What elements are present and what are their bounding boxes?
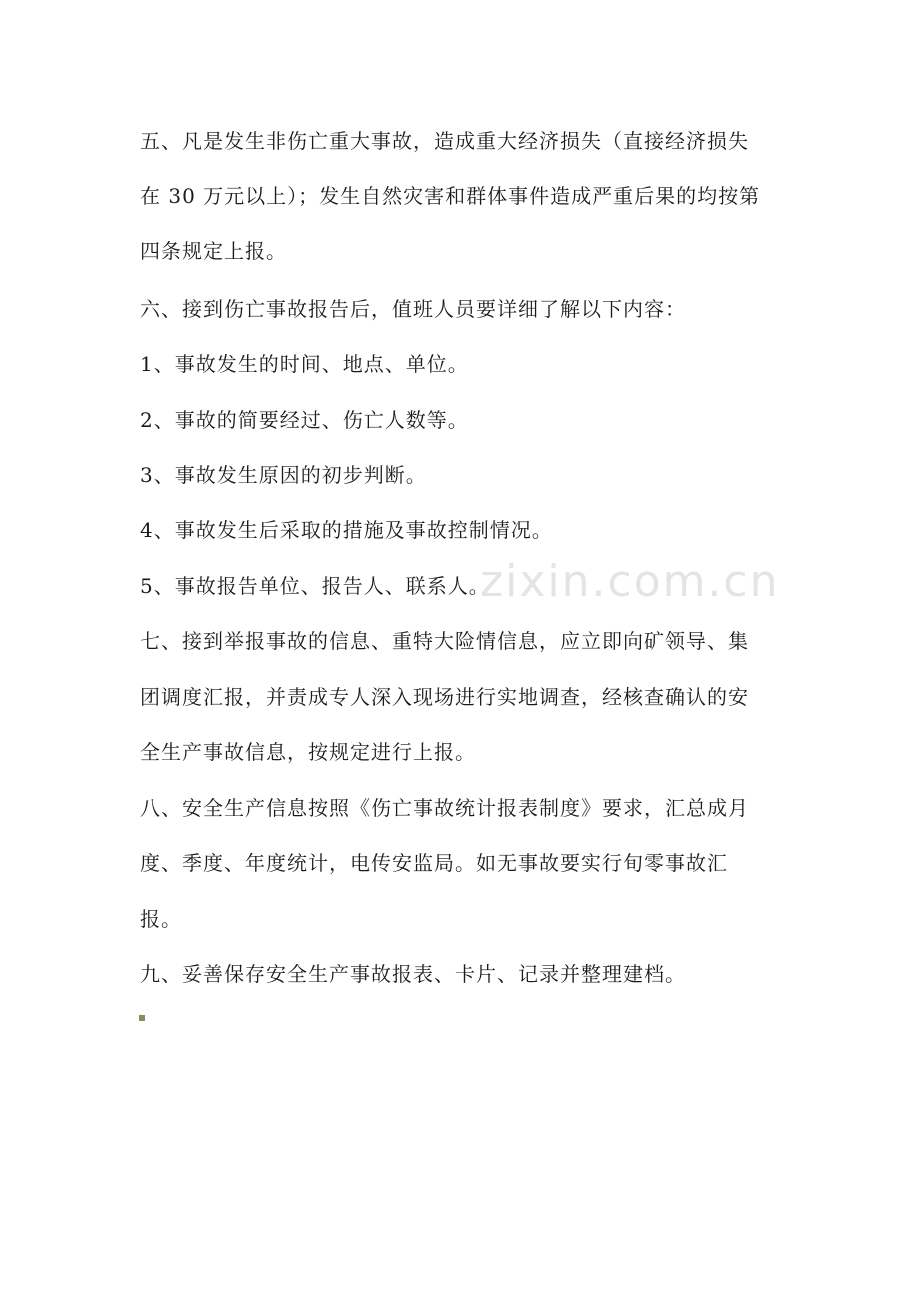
list-item-4: 4、事故发生后采取的措施及事故控制情况。 — [140, 518, 553, 542]
paragraph-5-line-3: 四条规定上报。 — [140, 239, 287, 263]
paragraph-8-line-2: 度、季度、年度统计，电传安监局。如无事故要实行旬零事故汇 — [140, 851, 728, 875]
list-item-1: 1、事故发生的时间、地点、单位。 — [140, 352, 469, 376]
paragraph-6-heading: 六、接到伤亡事故报告后，值班人员要详细了解以下内容： — [140, 297, 686, 321]
list-item-2: 2、事故的简要经过、伤亡人数等。 — [140, 408, 469, 432]
paragraph-8-line-3: 报。 — [140, 907, 182, 931]
paragraph-end-marker — [139, 1015, 145, 1021]
paragraph-5-line-2: 在 30 万元以上）；发生自然灾害和群体事件造成严重后果的均按第 — [140, 184, 761, 208]
paragraph-7-line-3: 全生产事故信息，按规定进行上报。 — [140, 740, 476, 764]
paragraph-7-line-1: 七、接到举报事故的信息、重特大险情信息，应立即向矿领导、集 — [140, 629, 749, 653]
paragraph-8-line-1: 八、安全生产信息按照《伤亡事故统计报表制度》要求，汇总成月 — [140, 796, 749, 820]
paragraph-7-line-2: 团调度汇报，并责成专人深入现场进行实地调查，经核查确认的安 — [140, 685, 749, 709]
watermark: zixin.com.cn — [480, 556, 780, 607]
list-item-5: 5、事故报告单位、报告人、联系人。 — [140, 574, 490, 598]
list-item-3: 3、事故发生原因的初步判断。 — [140, 463, 427, 487]
paragraph-9: 九、妥善保存安全生产事故报表、卡片、记录并整理建档。 — [140, 962, 686, 986]
paragraph-5-line-1: 五、凡是发生非伤亡重大事故，造成重大经济损失（直接经济损失 — [140, 129, 749, 153]
